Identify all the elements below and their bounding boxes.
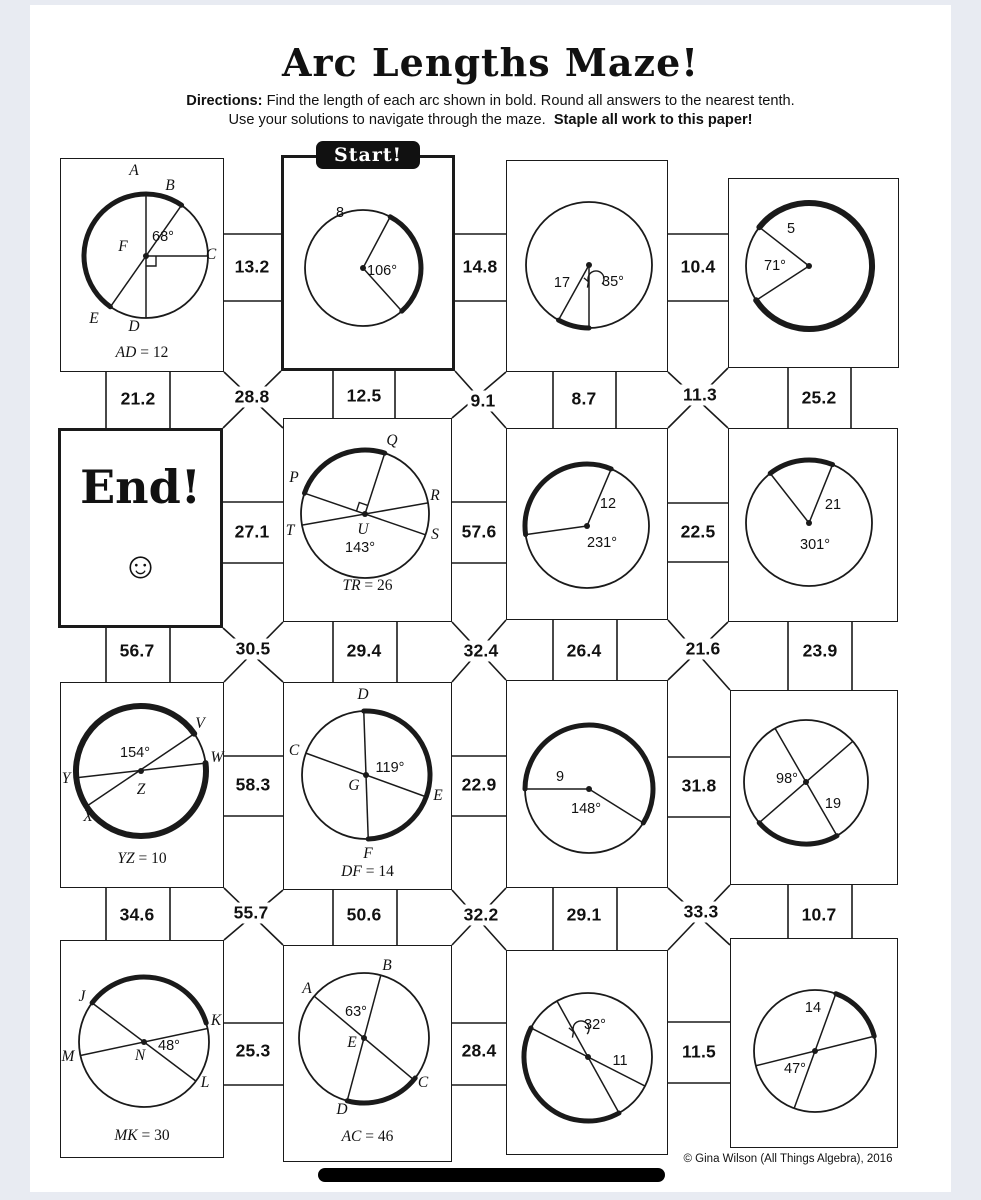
point-label: F [118, 238, 128, 255]
answer-label: 29.1 [564, 905, 605, 926]
value-label: 32° [584, 1017, 606, 1033]
variable-name: MK [114, 1127, 138, 1144]
puzzle-box-r4c3 [506, 950, 668, 1155]
point-label: E [89, 310, 99, 327]
puzzle-box-r3c4 [730, 690, 898, 885]
point-label: R [430, 487, 440, 504]
answer-label: 12.5 [344, 386, 385, 407]
puzzle-box-r4c4 [730, 938, 898, 1148]
point-label: K [210, 1012, 222, 1029]
smiley-icon: ☺ [121, 545, 160, 586]
answer-label: 56.7 [117, 641, 158, 662]
answer-label: 25.3 [233, 1041, 274, 1062]
circle-diagram [507, 429, 669, 621]
point-label: M [61, 1048, 75, 1065]
circle-diagram [61, 159, 225, 373]
answer-label: 9.1 [468, 391, 499, 412]
point-label: D [357, 686, 369, 703]
answer-label: 57.6 [459, 522, 500, 543]
value-label: 8 [335, 205, 345, 221]
circle-diagram [731, 939, 899, 1149]
point-label: Q [386, 432, 398, 449]
puzzle-box-r2c3 [506, 428, 668, 620]
variable-name: AC [341, 1128, 362, 1145]
answer-label: 58.3 [233, 775, 274, 796]
answer-label: 11.5 [679, 1042, 719, 1063]
answer-label: 28.4 [459, 1041, 500, 1062]
variable-name: TR [342, 577, 361, 594]
point-label: T [285, 522, 295, 539]
answer-label: 23.9 [800, 641, 841, 662]
point-label: C [417, 1074, 429, 1091]
value-label: 119° [375, 760, 405, 776]
point-label: N [134, 1047, 146, 1064]
value-label: 35° [602, 274, 624, 290]
point-label: C [288, 742, 300, 759]
value-label: 154° [120, 745, 150, 761]
point-label: D [336, 1101, 348, 1118]
circle-diagram [507, 161, 669, 373]
directions-line2: Use your solutions to navigate through the maze. Staple all work to this paper! [228, 112, 753, 128]
measure-caption: MK = 30 [114, 1127, 170, 1144]
circle-diagram [729, 429, 899, 623]
answer-label: 27.1 [232, 522, 273, 543]
copyright-text: © Gina Wilson (All Things Algebra), 2016 [683, 1153, 893, 1165]
point-label: A [302, 980, 312, 997]
point-label: S [431, 526, 439, 543]
point-label: L [200, 1074, 210, 1091]
puzzle-box-r3c2 [283, 682, 452, 890]
puzzle-box-r2c1-end [58, 428, 223, 628]
point-label: B [165, 177, 175, 194]
value-label: 148° [571, 801, 601, 817]
answer-label: 21.6 [683, 639, 724, 660]
answer-label: 28.8 [232, 387, 273, 408]
measure-caption: YZ = 10 [117, 850, 167, 867]
value-label: 68° [152, 229, 174, 245]
measure-caption: AD = 12 [115, 344, 169, 361]
variable-name: YZ [117, 850, 135, 867]
answer-label: 21.2 [118, 389, 159, 410]
value-label: 301° [800, 537, 830, 553]
value-label: 98° [776, 771, 798, 787]
point-label: B [382, 957, 392, 974]
answer-label: 10.4 [678, 257, 719, 278]
point-label: G [348, 777, 360, 794]
answer-label: 8.7 [569, 389, 600, 410]
measure-caption: DF = 14 [341, 863, 394, 880]
value-label: 231° [587, 535, 617, 551]
measure-caption: AC = 46 [341, 1128, 394, 1145]
value-label: 9 [555, 769, 565, 785]
value-label: 106° [367, 263, 397, 279]
answer-label: 22.9 [459, 775, 500, 796]
value-label: 143° [345, 540, 375, 556]
point-label: E [433, 787, 443, 804]
point-label: J [78, 988, 86, 1005]
value-label: 19 [824, 796, 842, 812]
measure-caption: TR = 26 [342, 577, 393, 594]
puzzle-box-r4c2 [283, 945, 452, 1162]
point-label: Z [136, 781, 146, 798]
point-label: Y [61, 770, 71, 787]
answer-label: 22.5 [678, 522, 719, 543]
puzzle-box-r2c2 [283, 418, 452, 622]
answer-label: 13.2 [232, 257, 273, 278]
point-label: W [210, 749, 224, 766]
answer-label: 34.6 [117, 905, 158, 926]
answer-label: 11.3 [680, 385, 720, 406]
page-title: Arc Lengths Maze! [282, 40, 699, 85]
answer-label: 10.7 [799, 905, 840, 926]
point-label: D [128, 318, 140, 335]
variable-name: DF [341, 863, 362, 880]
point-label: C [205, 246, 217, 263]
puzzle-box-r1c1 [60, 158, 224, 372]
puzzle-box-r1c4 [728, 178, 899, 368]
answer-label: 50.6 [344, 905, 385, 926]
answer-label: 33.3 [681, 902, 722, 923]
puzzle-box-r1c3 [506, 160, 668, 372]
puzzle-box-r4c1 [60, 940, 224, 1158]
circle-diagram [507, 681, 669, 889]
answer-label: 25.2 [799, 388, 840, 409]
value-label: 11 [612, 1053, 628, 1069]
point-label: U [357, 521, 369, 538]
circle-diagram [729, 179, 900, 369]
answer-label: 29.4 [344, 641, 385, 662]
start-badge: Start! [316, 141, 420, 169]
answer-label: 30.5 [233, 639, 274, 660]
answer-label: 26.4 [564, 641, 605, 662]
puzzle-box-r3c3 [506, 680, 668, 888]
value-label: 71° [764, 258, 786, 274]
redaction-bar [318, 1168, 665, 1182]
value-label: 17 [553, 275, 571, 291]
directions [0, 92, 981, 130]
value-label: 5 [786, 221, 796, 237]
end-label: End! [80, 460, 201, 514]
directions-label: Directions: [186, 93, 263, 109]
value-label: 63° [345, 1004, 367, 1020]
value-label: 48° [158, 1038, 180, 1054]
answer-label: 55.7 [231, 903, 272, 924]
point-label: P [289, 469, 299, 486]
value-label: 21 [824, 497, 842, 513]
directions-line1: Directions: Find the length of each arc shown in bold. Round all answers to the nearest tenth. [186, 93, 795, 109]
circle-diagram [507, 951, 669, 1156]
value-label: 47° [784, 1061, 806, 1077]
point-label: A [129, 162, 139, 179]
point-label: F [363, 845, 373, 862]
circle-diagram [731, 691, 899, 886]
answer-label: 14.8 [460, 257, 501, 278]
puzzle-box-r3c1 [60, 682, 224, 888]
point-label: V [195, 715, 205, 732]
puzzle-box-r1c2-start [281, 155, 455, 371]
value-label: 14 [804, 1000, 822, 1016]
answer-label: 32.4 [461, 641, 502, 662]
value-label: 12 [599, 496, 617, 512]
answer-label: 32.2 [461, 905, 502, 926]
variable-name: AD [115, 344, 137, 361]
answer-label: 31.8 [679, 776, 720, 797]
point-label: E [347, 1034, 357, 1051]
point-label: X [83, 808, 93, 825]
puzzle-box-r2c4 [728, 428, 898, 622]
